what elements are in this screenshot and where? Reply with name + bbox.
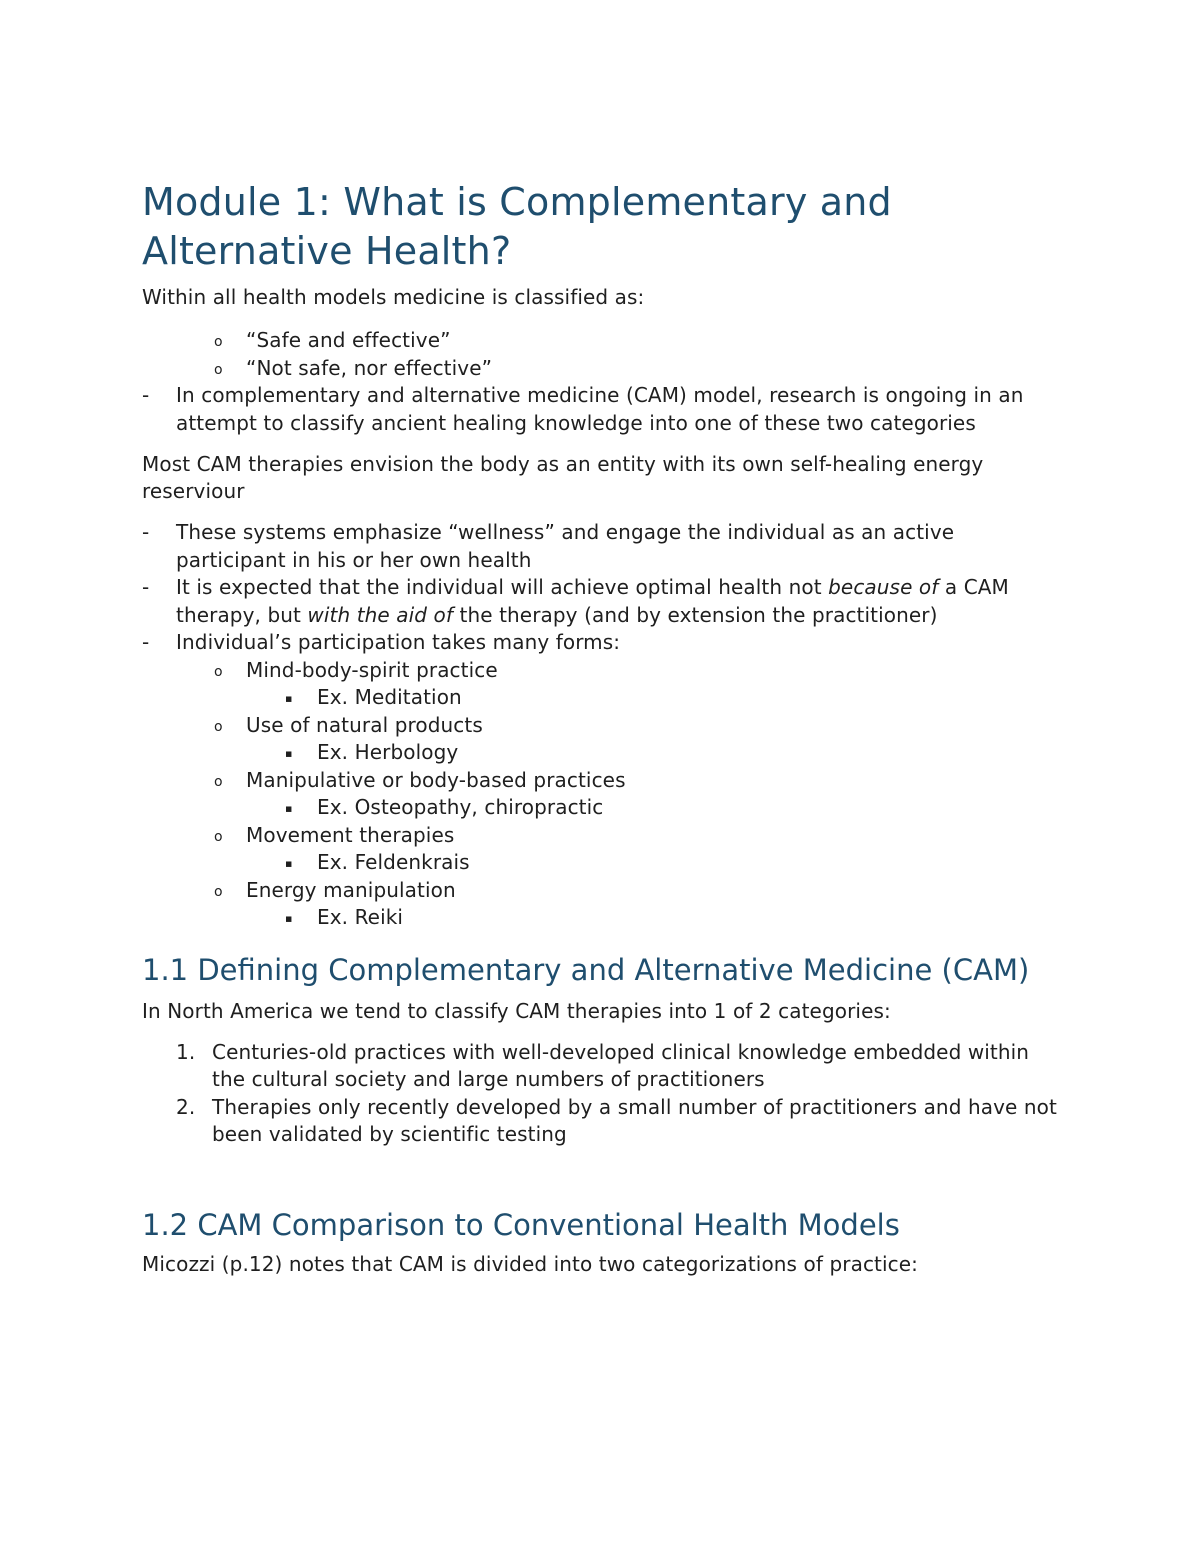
classification-item: o “Not safe, nor effective” — [142, 355, 1062, 383]
participation-example-item: ▪ Ex. Feldenkrais — [142, 849, 1062, 877]
intro-paragraph: Within all health models medicine is classified as: — [142, 285, 645, 309]
section-1-2-intro: Micozzi (p.12) notes that CAM is divided into two categorizations of practice: — [142, 1251, 918, 1276]
expectation-text: It is expected that the individual will achieve optimal health not because of a CAM therapy, but with the aid of the therapy (and by extension the practitioner) — [176, 575, 1009, 627]
dash-bullet-icon: - — [142, 520, 150, 544]
section-heading-1-1: 1.1 Defining Complementary and Alternative Medicine (CAM) — [142, 952, 1030, 987]
section-heading-1-2: 1.2 CAM Comparison to Conventional Health Models — [142, 1207, 900, 1242]
list-item: - These systems emphasize “wellness” and engage the individual as an active participant in his or her own health — [142, 520, 955, 572]
circle-bullet-icon: o — [214, 883, 223, 900]
square-bullet-icon: ▪ — [285, 692, 293, 705]
list-number: 1. — [176, 1039, 196, 1064]
page-title: Module 1: What is Complementary and Alternative Health? — [142, 180, 892, 273]
numbered-item: 2. Therapies only recently developed by a small number of practitioners and have not been validated by scientific testing — [176, 1094, 1057, 1146]
circle-bullet-icon: o — [214, 361, 223, 378]
list-item: - Individual’s participation takes many forms: — [142, 629, 1062, 657]
circle-bullet-icon: o — [214, 718, 223, 735]
circle-bullet-icon: o — [214, 334, 223, 350]
participation-form-item: o Movement therapies — [142, 822, 1062, 850]
participation-form-item: o Mind-body-spirit practice — [142, 657, 1062, 685]
list-item — [142, 574, 1062, 629]
dash-bullet-icon: - — [142, 575, 150, 599]
square-bullet-icon: ▪ — [285, 802, 293, 815]
participation-example-item: ▪ Ex. Herbology — [142, 739, 1062, 767]
section-1-1-intro: In North America we tend to classify CAM therapies into 1 of 2 categories: — [142, 998, 891, 1023]
list-number: 2. — [176, 1094, 196, 1119]
participation-example-item: ▪ Ex. Reiki — [142, 904, 1062, 932]
dash-bullet-icon: - — [142, 383, 150, 407]
participation-example-item: ▪ Ex. Meditation — [142, 684, 1062, 712]
participation-form-item: o Energy manipulation — [142, 877, 1062, 905]
classification-item: o “Safe and effective” — [142, 327, 1062, 355]
dash-bullet-icon: - — [142, 630, 150, 654]
participation-form-item: o Manipulative or body-based practices — [142, 767, 1062, 795]
circle-bullet-icon: o — [214, 773, 223, 790]
document-content — [142, 178, 1062, 1278]
numbered-item: 1. Centuries-old practices with well-developed clinical knowledge embedded within the cultural society and large numbers of practitioners — [176, 1039, 1030, 1091]
list-item: - In complementary and alternative medicine (CAM) model, research is ongoing in an attempt to classify ancient healing knowledge into one of these two categories — [142, 383, 1024, 435]
square-bullet-icon: ▪ — [285, 912, 293, 925]
participation-example-item: ▪ Ex. Osteopathy, chiropractic — [142, 794, 1062, 822]
circle-bullet-icon: o — [214, 663, 223, 680]
square-bullet-icon: ▪ — [285, 747, 293, 760]
participation-form-item: o Use of natural products — [142, 712, 1062, 740]
circle-bullet-icon: o — [214, 828, 223, 845]
square-bullet-icon: ▪ — [285, 857, 293, 870]
body-paragraph: Most CAM therapies envision the body as an entity with its own self-healing energy reserviour — [142, 452, 984, 503]
